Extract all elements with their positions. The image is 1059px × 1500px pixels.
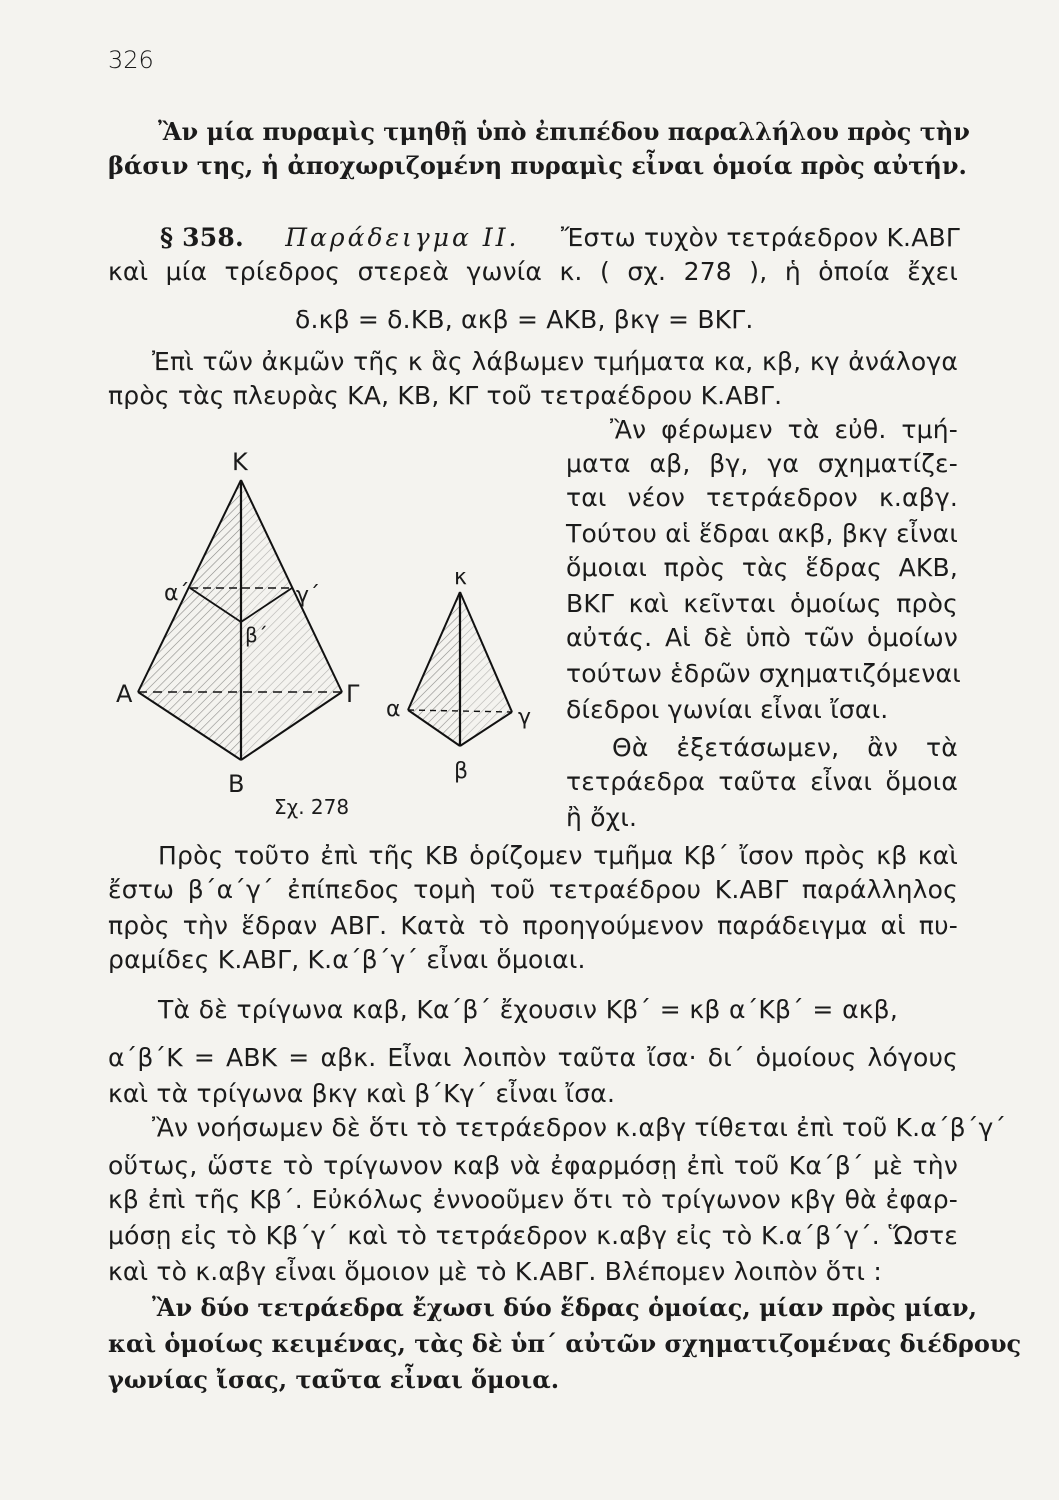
side-text-11: τετράεδρα ταῦτα εἶναι ὅμοια — [566, 767, 958, 796]
side-text-5: ὅμοιαι πρὸς τὰς ἕδρας ΑΚΒ, — [566, 553, 958, 582]
big-right-face-hatch — [241, 480, 342, 760]
theorem-2-line-2: καὶ ὁμοίως κειμένας, τὰς δὲ ὑπ΄ αὐτῶν σχηματιζομένας διέδρους — [108, 1329, 1022, 1358]
label-a: α — [386, 697, 401, 722]
body-line-3: πρὸς τὴν ἕδραν ΑΒΓ. Κατὰ τὸ προηγούμενον παράδειγμα αἱ πυ- — [108, 911, 958, 940]
label-G: Γ — [346, 680, 360, 708]
side-text-3: ται νέον τετράεδρον κ.αβγ. — [566, 483, 958, 512]
side-text-4: Τούτου αἱ ἕδραι ακβ, βκγ εἶναι — [566, 519, 958, 548]
label-K: Κ — [232, 448, 248, 476]
label-b-prime: β΄ — [245, 623, 268, 647]
page-number: 326 — [108, 46, 154, 74]
side-text-2: ματα αβ, βγ, γα σχηματίζε- — [566, 449, 958, 478]
label-g: γ — [518, 705, 532, 730]
theorem-1-line-1: Ἂν μία πυραμὶς τμηθῇ ὑπὸ ἐπιπέδου παραλλήλου πρὸς τὴν — [158, 117, 970, 146]
small-front-face-hatch — [408, 592, 460, 746]
side-text-9: δίεδροι γωνίαι εἶναι ἴσαι. — [566, 695, 889, 724]
side-text-7: αὐτάς. Αἱ δὲ ὑπὸ τῶν ὁμοίων — [566, 623, 958, 652]
body-line-11: μόσῃ εἰς τὸ Κβ΄γ΄ καὶ τὸ τετράεδρον κ.αβγ εἰς τὸ Κ.α΄β΄γ΄. Ὥστε — [108, 1221, 958, 1250]
label-B: Β — [228, 770, 245, 798]
big-tetrahedron — [138, 480, 342, 760]
small-right-face-hatch — [460, 592, 512, 746]
body-line-1: Πρὸς τοῦτο ἐπὶ τῆς ΚΒ ὁρίζομεν τμῆμα Κβ΄ ἴσον πρὸς κβ καὶ — [158, 841, 958, 870]
body-line-5: Τὰ δὲ τρίγωνα καβ, Κα΄β΄ ἔχουσιν Κβ΄ = κβ α΄Κβ΄ = ακβ, — [158, 995, 898, 1024]
label-k: κ — [454, 565, 467, 590]
example-formula: δ.κβ = δ.ΚΒ, ακβ = ΑΚΒ, βκγ = ΒΚΓ. — [295, 305, 754, 334]
example-title: Παράδειγμα ΙΙ. — [285, 223, 520, 252]
body-line-10: κβ ἐπὶ τῆς Κβ΄. Εὐκόλως ἐννοοῦμεν ὅτι τὸ τρίγωνον κβγ θὰ ἐφαρ- — [108, 1185, 958, 1214]
body-line-8: Ἂν νοήσωμεν δὲ ὅτι τὸ τετράεδρον κ.αβγ τίθεται ἐπὶ τοῦ Κ.α΄β΄γ΄ — [152, 1113, 1007, 1142]
example-line-4: Ἐπὶ τῶν ἀκμῶν τῆς κ ἃς λάβωμεν τμήματα κα, κβ, κγ ἀνάλογα — [152, 347, 958, 376]
theorem-2-line-1: Ἂν δύο τετράεδρα ἔχωσι δύο ἕδρας ὁμοίας, μίαν πρὸς μίαν, — [152, 1293, 977, 1322]
theorem-2-line-3: γωνίας ἴσας, ταῦτα εἶναι ὅμοια. — [108, 1365, 560, 1394]
big-front-face-hatch — [138, 480, 241, 760]
body-line-12: καὶ τὸ κ.αβγ εἶναι ὅμοιον μὲ τὸ Κ.ΑΒΓ. Βλέπομεν λοιπὸν ὅτι : — [108, 1257, 882, 1286]
figure-caption: Σχ. 278 — [274, 795, 350, 819]
small-tetrahedron — [408, 592, 512, 746]
theorem-1-line-2: βάσιν της, ἡ ἀποχωριζομένη πυραμὶς εἶναι ὁμοία πρὸς αὐτήν. — [108, 151, 967, 180]
label-a-prime: α΄ — [164, 581, 190, 606]
body-line-9: οὕτως, ὥστε τὸ τρίγωνον καβ νὰ ἐφαρμόσῃ ἐπὶ τοῦ Κα΄β΄ μὲ τὴν — [108, 1151, 958, 1180]
label-A: Α — [116, 680, 133, 708]
side-text-6: ΒΚΓ καὶ κεῖνται ὁμοίως πρὸς — [566, 589, 958, 618]
body-line-4: ραμίδες Κ.ΑΒΓ, Κ.α΄β΄γ΄ εἶναι ὅμοιαι. — [108, 945, 586, 974]
body-line-2: ἔστω β΄α΄γ΄ ἐπίπεδος τομὴ τοῦ τετραέδρου Κ.ΑΒΓ παράλληλος — [108, 875, 958, 904]
side-text-1: Ἂν φέρωμεν τὰ εὐθ. τμή- — [610, 415, 958, 444]
section-number: § 358. — [160, 223, 244, 252]
figure-278 — [108, 440, 558, 840]
body-line-6: α΄β΄Κ = ΑΒΚ = αβκ. Εἶναι λοιπὸν ταῦτα ἴσα· δι΄ ὁμοίους λόγους — [108, 1043, 958, 1072]
example-header — [160, 222, 960, 254]
example-line-2: καὶ μία τρίεδρος στερεὰ γωνία κ. ( σχ. 278 ), ἡ ὁποία ἔχει — [108, 257, 958, 286]
label-g-prime: γ΄ — [296, 583, 321, 608]
body-line-7: καὶ τὰ τρίγωνα βκγ καὶ β΄Κγ΄ εἶναι ἴσα. — [108, 1079, 616, 1108]
example-line-1-rest: Ἔστω τυχὸν τετράεδρον Κ.ΑΒΓ — [560, 223, 960, 252]
side-text-12: ἢ ὄχι. — [566, 803, 638, 832]
example-line-5: πρὸς τὰς πλευρὰς ΚΑ, ΚΒ, ΚΓ τοῦ τετραέδρου Κ.ΑΒΓ. — [108, 381, 783, 410]
label-b: β — [454, 759, 469, 784]
side-text-8: τούτων ἑδρῶν σχηματιζόμεναι — [566, 659, 961, 688]
side-text-10: Θὰ ἐξετάσωμεν, ἂν τὰ — [612, 733, 958, 762]
